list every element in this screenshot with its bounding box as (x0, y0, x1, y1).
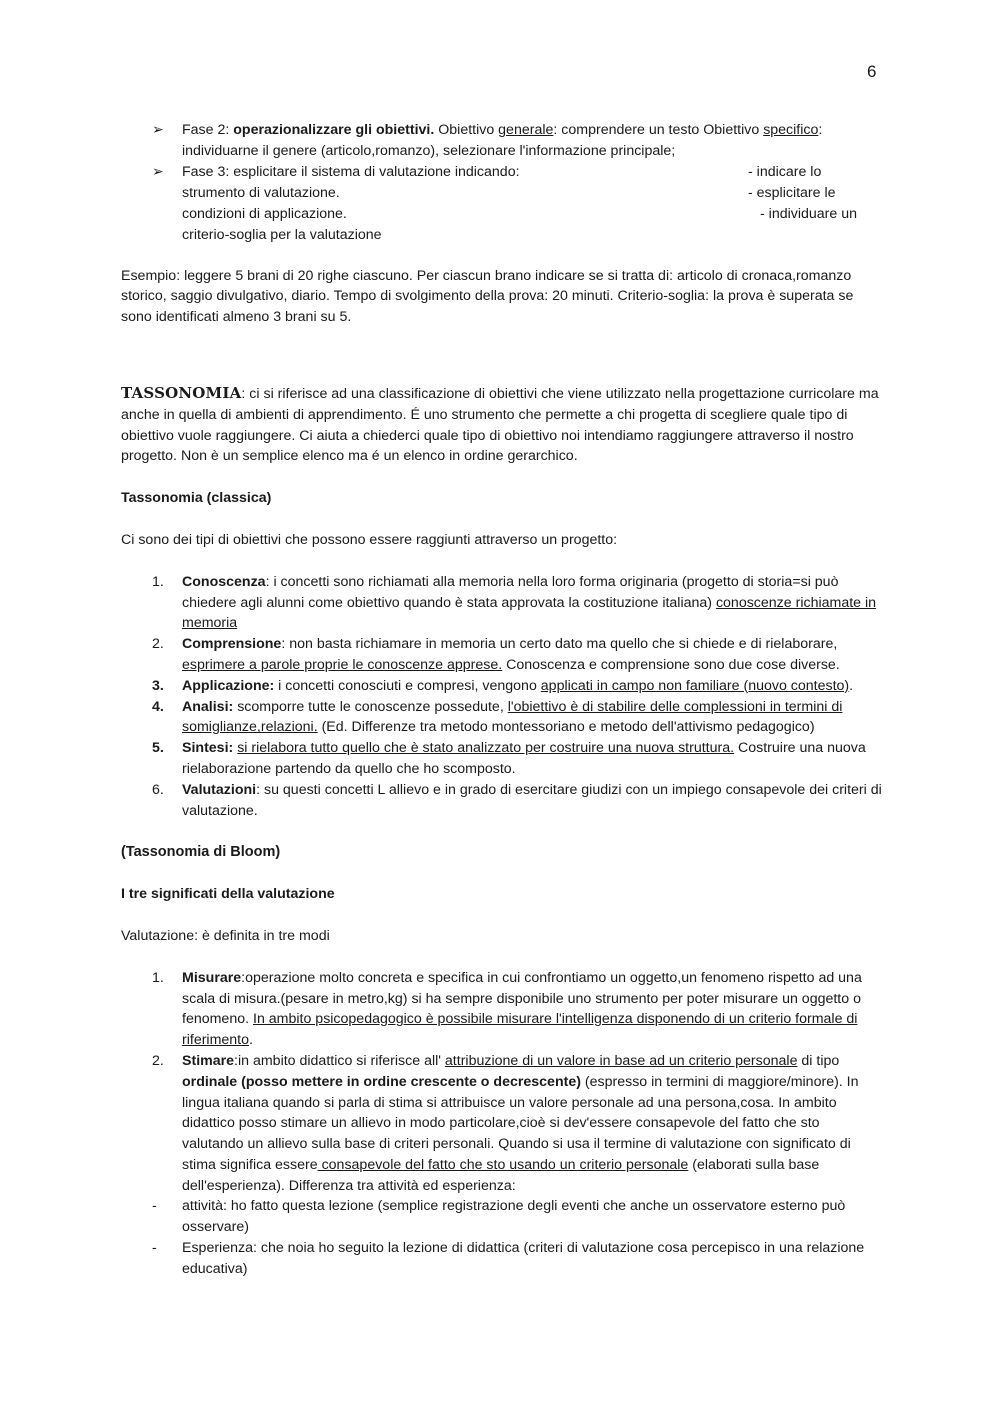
list-number: 1. (152, 969, 164, 986)
level-term: Sintesi: (182, 740, 234, 757)
phase-3-right-item: - esplicitare le (748, 184, 836, 201)
page-number: 6 (867, 62, 877, 81)
list-item (121, 634, 883, 676)
level-term: Comprensione (182, 636, 282, 653)
meaning-term: Misurare (182, 969, 242, 986)
phase-3-item (121, 162, 883, 245)
meaning-text: (elaborati sulla base dell'esperienza). Differenza tra attività ed esperienza: (182, 1156, 820, 1194)
tassonomia-term: TASSONOMIA (121, 383, 242, 402)
phase-2-underline-specifico: specifico (763, 122, 819, 138)
phase-3-right-item: - individuare un (760, 205, 858, 222)
meaning-term: Stimare (182, 1052, 235, 1069)
meanings-list (121, 968, 883, 1280)
list-number: 4. (152, 698, 164, 715)
meaning-underline: In ambito psicopedagogico è possibile misurare l'intelligenza disponendo di un criterio formale di riferimento (182, 1011, 858, 1049)
phase-3-line: condizioni di applicazione. (182, 205, 347, 222)
list-item (121, 968, 883, 1051)
taxonomy-levels-list (121, 572, 883, 822)
level-text: Conoscenza e comprensione sono due cose diverse. (502, 656, 840, 673)
level-text: (Ed. Differenze tra metodo montessoriano e metodo dell'attivismo pedagogico) (317, 719, 815, 736)
list-item (121, 1051, 883, 1197)
meanings-intro: Valutazione: è definita in tre modi (121, 927, 330, 944)
meanings-heading: I tre significati della valutazione (121, 886, 335, 903)
level-text: : non basta richiamare in memoria un certo dato ma quello che si chiede e di rielaborare, (281, 636, 838, 653)
meaning-text: di tipo (797, 1052, 840, 1069)
list-item (121, 572, 883, 634)
phase-2-underline-generale: generale (498, 122, 554, 138)
phase-2-text: : individuarne il genere (articolo,romanzo), selezionare l'informazione principale; (182, 122, 823, 159)
level-underline: applicati in campo non familiare (nuovo contesto) (540, 677, 850, 694)
list-number: 5. (152, 740, 164, 757)
meaning-text: :operazione molto concreta e specifica in cui confrontiamo un oggetto,un fenomeno rispetto ad una scala di misura.(pesare in metro,kg) si ha sempre disponibile uno strumento per poter misurare un oggetto o fenomeno. (182, 969, 862, 1028)
phase-3-line: Fase 3: esplicitare il sistema di valutazione indicando: (182, 163, 520, 180)
meaning-underline: consapevole del fatto che sto usando un criterio personale (317, 1156, 689, 1173)
dash-bullet-icon: - (152, 1198, 157, 1215)
phase-2-item (121, 120, 883, 162)
level-text: : i concetti sono richiamati alla memoria nella loro forma originaria (progetto di storia=si può chiedere agli alunni come obiettivo quando è stata approvata la costituzione italiana) (182, 573, 839, 611)
level-text: scomporre tutte le conoscenze possedute, (233, 698, 508, 715)
list-number: 2. (152, 1052, 164, 1069)
phase-2-title: operazionalizzare gli obiettivi. (233, 122, 435, 138)
list-item (121, 738, 883, 780)
page-content (121, 120, 883, 1280)
meaning-text: . (249, 1032, 253, 1049)
level-text: . (849, 677, 854, 694)
list-item (121, 1238, 883, 1280)
level-text: : su questi concetti L allievo e in grado di esercitare giudizi con un impiego consapevole dei criteri di valutazione. (182, 781, 882, 819)
meaning-text: :in ambito didattico si riferisce all' (234, 1052, 445, 1069)
list-number: 6. (152, 781, 164, 798)
classic-intro: Ci sono dei tipi di obiettivi che possono essere raggiunti attraverso un progetto: (121, 531, 618, 548)
level-term: Applicazione: (182, 677, 275, 694)
phase-3-right-item: - indicare lo (748, 163, 822, 180)
bloom-heading: (Tassonomia di Bloom) (121, 844, 281, 861)
level-term: Conoscenza (182, 573, 266, 590)
list-item (121, 676, 883, 697)
dash-bullet-icon: - (152, 1240, 157, 1257)
dash-item-text: attività: ho fatto questa lezione (semplice registrazione degli eventi che anche un osservatore esterno può osservare) (182, 1198, 846, 1236)
level-underline: conoscenze richiamate in memoria (182, 594, 877, 632)
phase-2-text: Obiettivo (434, 122, 499, 138)
phase-2-prefix: Fase 2: (182, 122, 234, 138)
list-number: 3. (152, 677, 164, 694)
level-term: Valutazioni (182, 781, 257, 798)
list-item (121, 780, 883, 822)
phase-3-line: criterio-soglia per la valutazione (182, 226, 382, 243)
dash-item-text: Esperienza: che noia ho seguito la lezione di didattica (criteri di valutazione cosa percepisco in una relazione educativa) (182, 1240, 865, 1277)
classic-heading: Tassonomia (classica) (121, 490, 272, 507)
meaning-text: (espresso in termini di maggiore/minore). In lingua italiana quando si parla di stima si attribuisce un valore personale ad una persona,cosa. In ambito didattico posso stimare un allievo in modo particolare,cioè si dev'essere consapevole del fatto che sto valutando un allievo sulla base di criteri personali. Quando si usa il termine di valutazione con significato di stima significa essere (182, 1073, 859, 1173)
level-underline: si rielabora tutto quello che è stato analizzato per costruire una nuova struttura. (237, 740, 735, 757)
list-item (121, 1196, 883, 1238)
arrow-bullet-icon: ➢ (152, 122, 164, 138)
list-number: 1. (152, 573, 164, 590)
list-item (121, 697, 883, 739)
tassonomia-paragraph (121, 383, 883, 467)
meaning-underline: attribuzione di un valore in base ad un criterio personale (444, 1052, 798, 1069)
level-underline: esprimere a parole proprie le conoscenze apprese. (182, 656, 503, 673)
phase-2-text: : comprendere un testo Obiettivo (553, 122, 764, 138)
meaning-bold: ordinale (posso mettere in ordine crescente o decrescente) (182, 1073, 581, 1090)
level-term: Analisi: (182, 698, 234, 715)
arrow-bullet-icon: ➢ (152, 163, 164, 180)
example-paragraph: Esempio: leggere 5 brani di 20 righe ciascuno. Per ciascun brano indicare se si tratta di: articolo di cronaca,romanzo storico, saggio divulgativo, diario. Tempo di svolgimento della prova: 20 minuti. Criterio-soglia: la prova è superata se sono identificati almeno 3 brani su 5. (121, 267, 854, 326)
level-text: Costruire una nuova rielaborazione partendo da quello che ho scomposto. (182, 740, 866, 777)
level-text: i concetti conosciuti e compresi, vengono (274, 677, 541, 694)
level-underline: l'obiettivo è di stabilire delle complessioni in termini di somiglianze,relazioni. (182, 698, 843, 736)
phase-3-line: strumento di valutazione. (182, 184, 340, 201)
tassonomia-definition: : ci si riferisce ad una classificazione di obiettivi che viene utilizzato nella progettazione curricolare ma anche in quella di ambienti di apprendimento. É uno strumento che permette a chi progetta di scegliere quale tipo di obiettivo vuole raggiungere. Ci aiuta a chiederci quale tipo di obiettivo noi intendiamo raggiungere attraverso il nostro progetto. Non è un semplice elenco ma é un elenco in ordine gerarchico. (121, 385, 879, 465)
list-number: 2. (152, 636, 164, 653)
